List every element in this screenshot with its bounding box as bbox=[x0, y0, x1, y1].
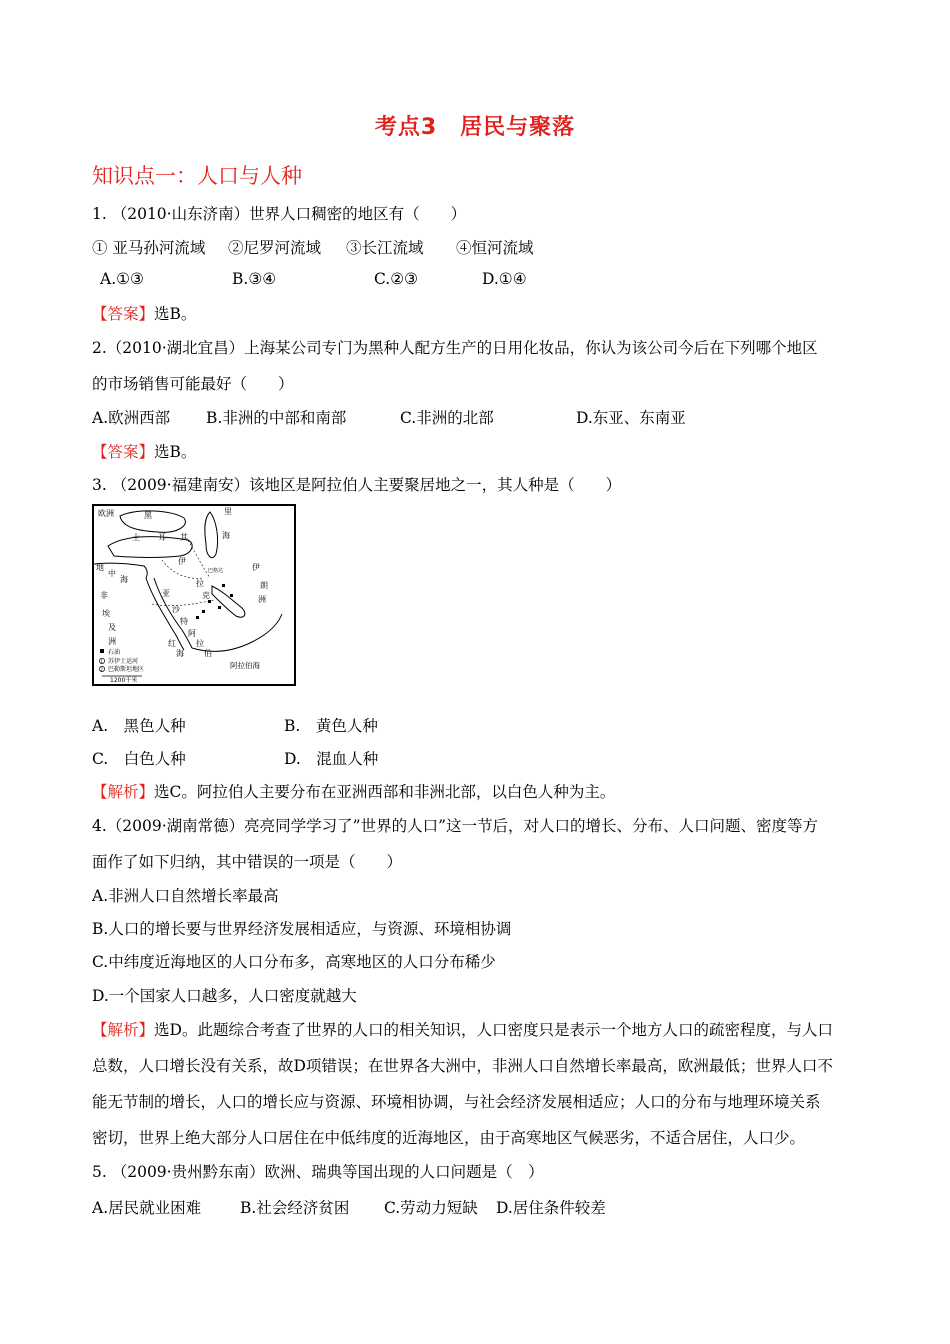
q5-option: D.居住条件较差 bbox=[496, 1199, 606, 1217]
q5-options bbox=[92, 1196, 606, 1218]
q2-option: B.非洲的中部和南部 bbox=[206, 409, 347, 427]
q3-option: A. 黑色人种 bbox=[92, 717, 186, 735]
q4-option: B.人口的增长要与世界经济发展相适应，与资源、环境相协调 bbox=[92, 920, 512, 938]
map-label: 阿拉伯海 bbox=[230, 661, 260, 670]
q4-stem-line: 4.（2009·湖南常德）亮亮同学学习了”世界的人口”这一节后，对人口的增长、分布、人口问题、密度等方 bbox=[92, 817, 819, 835]
svg-text:2: 2 bbox=[100, 667, 103, 672]
map-label: 阿 bbox=[188, 629, 196, 638]
q4-option: A.非洲人口自然增长率最高 bbox=[92, 887, 279, 905]
analysis-tag: 【解析】 bbox=[92, 1021, 155, 1039]
middle-east-map bbox=[92, 504, 296, 686]
analysis-tag: 【解析】 bbox=[92, 783, 155, 801]
q2-options bbox=[92, 406, 686, 428]
q4-analysis-line: 能无节制的增长，人口的增长应与资源、环境相协调，与社会经济发展相适应；人口的分布与地理环境关系 bbox=[92, 1093, 821, 1111]
q3-option: C. 白色人种 bbox=[92, 750, 186, 768]
page-title: 考点3 居民与聚落 bbox=[374, 115, 576, 140]
map-label: 地 bbox=[96, 563, 104, 572]
map-label: 土 bbox=[132, 533, 140, 542]
q1-option: C.②③ bbox=[374, 270, 419, 288]
q4-analysis-line: 密切，世界上绝大部分人口居住在中低纬度的近海地区，由于高寒地区气候恶劣，不适合居住，人口少。 bbox=[92, 1129, 806, 1147]
map-label: 巴格达 bbox=[208, 568, 224, 574]
q2-stem-line: 2.（2010·湖北宜昌）上海某公司专门为黑种人配方生产的日用化妆品，你认为该公司今后在下列哪个地区 bbox=[92, 339, 818, 357]
analysis-text: 选D。此题综合考查了世界的人口的相关知识，人口密度只是表示一个地方人口的疏密程度，与人口 bbox=[154, 1021, 833, 1039]
legend-item: 巴勒斯坦地区 bbox=[108, 666, 145, 673]
map-label: 拉 bbox=[196, 639, 204, 648]
map-label: 特 bbox=[180, 617, 188, 626]
q1-item: ④恒河流域 bbox=[456, 239, 534, 257]
map-label: 洲 bbox=[108, 637, 116, 646]
q5-option: A.居民就业困难 bbox=[92, 1199, 202, 1217]
q1-answer bbox=[92, 302, 196, 324]
q3-stem: 3. （2009·福建南安）该地区是阿拉伯人主要聚居地之一，其人种是（ ） bbox=[92, 476, 622, 494]
map-label: 海 bbox=[176, 649, 184, 658]
legend-item: 苏伊士运河 bbox=[108, 658, 139, 665]
map-label: 里 bbox=[224, 507, 232, 516]
q3-options-row bbox=[92, 747, 378, 769]
map-label: 朗 bbox=[260, 581, 268, 590]
map-label: 洲 bbox=[258, 595, 266, 604]
q1-option: D.①④ bbox=[482, 270, 527, 288]
map-label: 耳 bbox=[158, 533, 166, 542]
map-label: 中 bbox=[108, 569, 116, 578]
q3-option: D. 混血人种 bbox=[284, 750, 379, 768]
answer-text: 选B。 bbox=[154, 443, 197, 461]
map-label: 伯 bbox=[204, 649, 212, 658]
q1-option: A.①③ bbox=[100, 270, 144, 288]
analysis-text: 选C。阿拉伯人主要分布在亚洲西部和非洲北部，以白色人种为主。 bbox=[154, 783, 616, 801]
map-label: 埃 bbox=[102, 609, 110, 618]
map-label: 海 bbox=[222, 531, 230, 540]
map-label: 伊 bbox=[178, 557, 186, 566]
map-label: 红 bbox=[168, 639, 176, 648]
scale-label: 1200千米 bbox=[110, 677, 138, 684]
q1-stem: 1. （2010·山东济南）世界人口稠密的地区有（ ） bbox=[92, 205, 467, 223]
q2-stem-line: 的市场销售可能最好（ ） bbox=[92, 375, 294, 393]
map-label: 非 bbox=[100, 591, 108, 600]
map-label: 及 bbox=[108, 623, 116, 632]
legend-item: 石油 bbox=[108, 649, 121, 656]
q4-option: C.中纬度近海地区的人口分布多，高寒地区的人口分布稀少 bbox=[92, 953, 496, 971]
map-label: 伊 bbox=[252, 563, 260, 572]
q1-item: ②尼罗河流域 bbox=[228, 239, 322, 257]
map-label: 沙 bbox=[172, 605, 180, 614]
section-heading: 知识点一：人口与人种 bbox=[92, 164, 302, 188]
q2-option: D.东亚、东南亚 bbox=[576, 409, 686, 427]
map-label: 海 bbox=[120, 575, 128, 584]
q5-stem: 5. （2009·贵州黔东南）欧洲、瑞典等国出现的人口问题是（ ） bbox=[92, 1163, 544, 1181]
q2-option: A.欧洲西部 bbox=[92, 409, 171, 427]
q5-option: B.社会经济贫困 bbox=[240, 1199, 350, 1217]
map-label: 亚 bbox=[162, 589, 170, 598]
q5-option: C.劳动力短缺 bbox=[384, 1199, 478, 1217]
map-label: 克 bbox=[202, 591, 210, 600]
map-label: 拉 bbox=[196, 579, 204, 588]
q1-item: ① 亚马孙河流域 bbox=[92, 239, 206, 257]
svg-text:1: 1 bbox=[100, 659, 103, 664]
q2-answer bbox=[92, 440, 196, 462]
map-label: 其 bbox=[180, 533, 188, 542]
q1-options bbox=[100, 270, 527, 288]
q3-option: B. 黄色人种 bbox=[284, 717, 378, 735]
q4-option: D.一个国家人口越多，人口密度就越大 bbox=[92, 987, 357, 1005]
q1-items bbox=[92, 236, 534, 258]
q2-option: C.非洲的北部 bbox=[400, 409, 494, 427]
q1-item: ③长江流域 bbox=[346, 239, 424, 257]
q4-analysis-line bbox=[92, 1018, 833, 1040]
q1-option: B.③④ bbox=[232, 270, 277, 288]
q4-analysis-line: 总数，人口增长没有关系，故D项错误；在世界各大洲中，非洲人口自然增长率最高，欧洲最低；世界人口不 bbox=[92, 1057, 833, 1075]
answer-tag: 【答案】 bbox=[92, 443, 155, 461]
q3-options-row bbox=[92, 714, 378, 736]
q4-stem-line: 面作了如下归纳，其中错误的一项是（ ） bbox=[92, 853, 403, 871]
answer-tag: 【答案】 bbox=[92, 305, 155, 323]
q3-analysis bbox=[92, 780, 615, 802]
map-label: 黑 bbox=[144, 511, 152, 520]
map-label: 欧洲 bbox=[98, 509, 114, 518]
answer-text: 选B。 bbox=[154, 305, 197, 323]
